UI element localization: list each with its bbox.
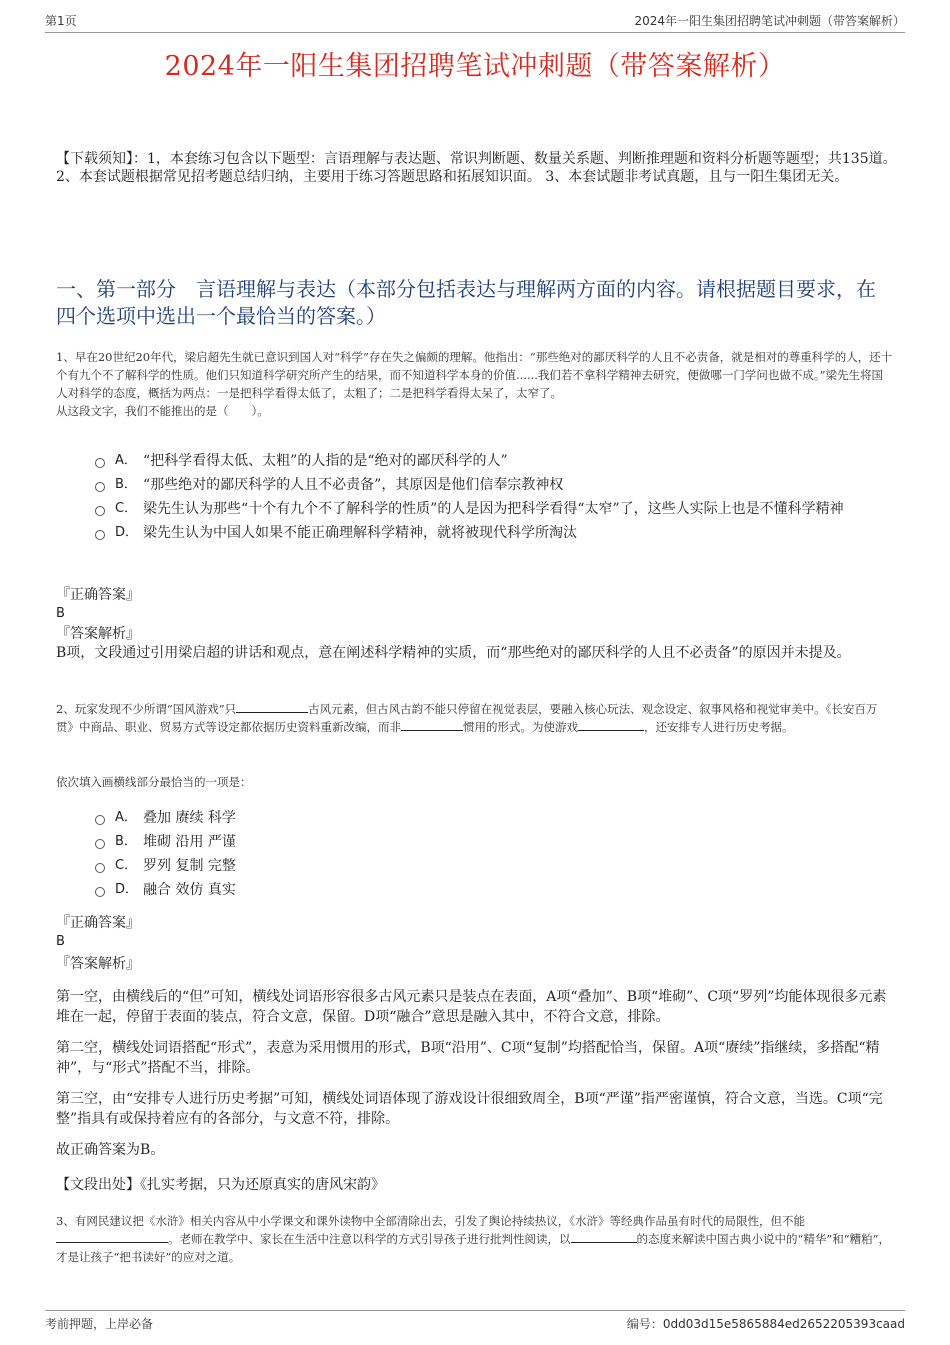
q2-analysis-blank-2: 第二空，横线处词语搭配“形式”，表意为采用惯用的形式，B项“沿用”、C项“复制”均搭配恰当，保留。A项“赓续”指继续，多搭配“精神”，与“形式”搭配不当，排除。: [56, 1040, 880, 1076]
question-1-stem: [56, 348, 894, 420]
blank-3: [578, 718, 644, 731]
question-1-prompt: 从这段文字，我们不能推出的是（ ）。: [56, 404, 269, 418]
q1-option-d[interactable]: D． 梁先生认为中国人如果不能正确理解科学精神，就将被现代科学所淘汰: [95, 523, 894, 543]
question-2-prompt: 依次填入画横线部分最恰当的一项是：: [56, 775, 252, 789]
analysis-label: 『答案解析』: [56, 626, 140, 642]
q2-option-a[interactable]: A． 叠加 赓续 科学: [95, 808, 894, 828]
blank-1: [236, 700, 308, 713]
radio-icon[interactable]: [95, 482, 105, 492]
answer-value: B: [56, 606, 65, 621]
page-title: 2024年一阳生集团招聘笔试冲刺题（带答案解析）: [164, 51, 786, 82]
question-1-answer: [56, 586, 894, 662]
q2-option-b[interactable]: B． 堆砌 沿用 严谨: [95, 832, 894, 852]
radio-icon[interactable]: [95, 839, 105, 849]
q2-option-c[interactable]: C． 罗列 复制 完整: [95, 856, 894, 876]
analysis-label: 『答案解析』: [56, 956, 140, 972]
q2-source: 【文段出处】《扎实考据，只为还原真实的唐风宋韵》: [56, 1177, 385, 1193]
q1-option-c[interactable]: C． 梁先生认为那些“十个有九个不了解科学的性质”的人是因为把科学看得“太窄”了，这些人实际上也是不懂科学精神: [95, 499, 894, 519]
download-notice: 【下载须知】：1，本套练习包含以下题型：言语理解与表达题、常识判断题、数量关系题、判断推理题和资料分析题等题型；共135道。 2、本套试题根据常见招考题总结归纳，主要用于练习答题思路和拓展知识面。 3、本套试题非考试真题，且与一阳生集团无关。: [56, 151, 897, 185]
header-doc-title: 2024年一阳生集团招聘笔试冲刺题（带答案解析）: [634, 14, 905, 28]
question-2-options: [95, 808, 894, 904]
q2-analysis-blank-3: 第三空，由“安排专人进行历史考据”可知，横线处词语体现了游戏设计很细致周全，B项“严谨”指严密谨慎，符合文意，当选。C项“完整”指具有或保持着应有的各部分，与文意不符，排除。: [56, 1091, 883, 1127]
radio-icon[interactable]: [95, 506, 105, 516]
section-heading: [56, 276, 894, 330]
question-2-answer: [56, 914, 894, 974]
footer-slogan: 考前押题，上岸必备: [45, 1317, 154, 1331]
answer-label: 『正确答案』: [56, 915, 140, 931]
radio-icon[interactable]: [95, 887, 105, 897]
q1-option-a[interactable]: A． “把科学看得太低、太粗”的人指的是“绝对的鄙厌科学的人”: [95, 451, 894, 471]
footer-code: 编号：0dd03d15e5865884ed2652205393caad: [626, 1317, 905, 1331]
question-1-options: [95, 451, 894, 547]
q2-option-d[interactable]: D． 融合 效仿 真实: [95, 880, 894, 900]
page-number: 第1页: [45, 14, 77, 28]
blank-2: [571, 1230, 637, 1243]
answer-label: 『正确答案』: [56, 587, 140, 603]
radio-icon[interactable]: [95, 863, 105, 873]
page-footer: [45, 1310, 905, 1332]
radio-icon[interactable]: [95, 458, 105, 468]
radio-icon[interactable]: [95, 815, 105, 825]
q2-analysis-conclusion: 故正确答案为B。: [56, 1142, 165, 1158]
answer-value: B: [56, 934, 65, 949]
section-title: 言语理解与表达（本部分包括表达与理解两方面的内容。请根据题目要求，在四个选项中选出一个最恰当的答案。）: [56, 277, 876, 328]
question-3-stem: 3、有网民建议把《水浒》相关内容从中小学课文和课外读物中全部清除出去，引发了舆论持续热议，《水浒》等经典作品虽有时代的局限性，但不能。老师在教学中、家长在生活中注意以科学的方式引导孩子进行批判性阅读，以 的态度来解读中国古典小说中的“精华”和“糟粕”，才是让孩子“把书读好”的应对之道。: [56, 1214, 891, 1264]
question-1-text: 1、早在20世纪20年代，梁启超先生就已意识到国人对“科学”存在失之偏颇的理解。他指出：“那些绝对的鄙厌科学的人且不必责备，就是相对的尊重科学的人，还十个有九个不了解科学的性质。他们只知道科学研究所产生的结果，而不知道科学本身的价值......我们若不拿科学精神去研究，便做哪一门学问也做不成。”梁先生将国人对科学的态度，概括为两点：一是把科学看得太低了，太粗了；二是把科学看得太呆了，太窄了。: [56, 350, 893, 400]
radio-icon[interactable]: [95, 530, 105, 540]
page-header: [45, 12, 905, 33]
blank-2: [401, 718, 463, 731]
q1-option-b[interactable]: B． “那些绝对的鄙厌科学的人且不必责备”，其原因是他们信奉宗教神权: [95, 475, 894, 495]
section-part: 一、第一部分: [56, 277, 176, 301]
analysis-text: B项，文段通过引用梁启超的讲话和观点，意在阐述科学精神的实质，而“那些绝对的鄙厌科学的人且不必责备”的原因并未提及。: [56, 645, 851, 661]
question-2-stem: 2、玩家发现不少所谓“国风游戏”只 古风元素，但古风古韵不能只停留在视觉表层，要融入核心玩法、观念设定、叙事风格和视觉审美中。《长安百万贯》中商品、职业、贸易方式等设定都依据历史资料重新改编，而非 惯用的形式。为使游戏 ，还安排专人进行历史考据。: [56, 702, 878, 734]
blank-1: [56, 1230, 168, 1243]
q2-analysis-blank-1: 第一空，由横线后的“但”可知，横线处词语形容很多古风元素只是装点在表面，A项“叠加”、B项“堆砌”、C项“罗列”均能体现很多元素堆在一起，停留于表面的装点，符合文意，保留。D项“融合”意思是融入其中，不符合文意，排除。: [56, 989, 887, 1025]
